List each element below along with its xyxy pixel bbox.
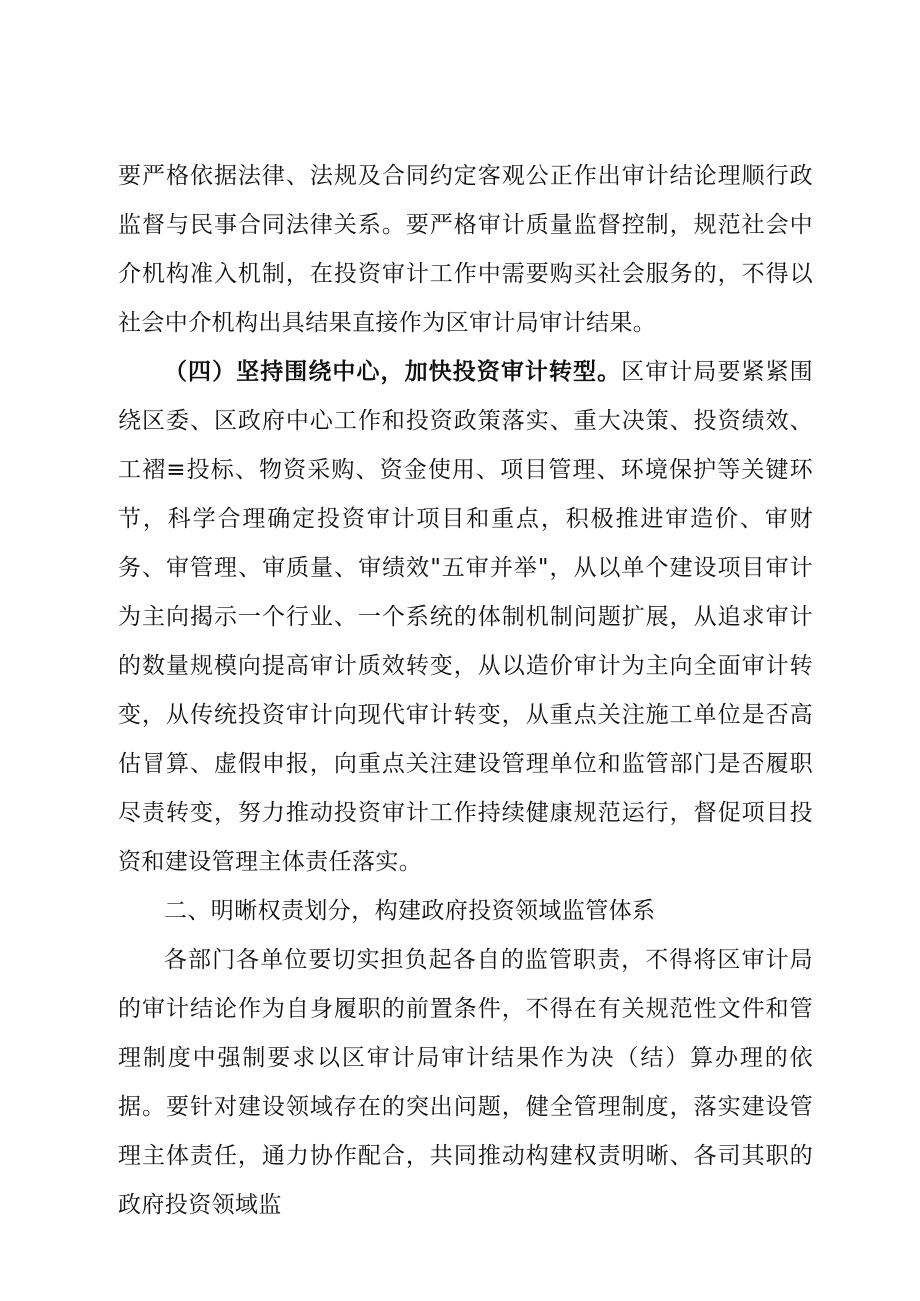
paragraph-section-two-body: 各部门各单位要切实担负起各自的监管职责，不得将区审计局的审计结论作为自身履职的前置条件，不得在有关规范性文件和管理制度中强制要求以区审计局审计结果作为决（结）算办理的依据。要针对建设领域存在的突出问题，健全管理制度，落实建设管理主体责任，通力协作配合，共同推动构建权责明晰、各司其职的政府投资领域监 — [118, 947, 813, 1218]
document-page — [118, 152, 813, 1230]
subsection-heading: （四）坚持围绕中心，加快投资审计转型。 — [164, 359, 622, 385]
paragraph-continuation: 要严格依据法律、法规及合同约定客观公正作出审计结论理顺行政监督与民事合同法律关系。要严格审计质量监督控制，规范社会中介机构准入机制，在投资审计工作中需要购买社会服务的，不得以社会中介机构出具结果直接作为区审计局审计结果。 — [118, 163, 813, 336]
subsection-body: 区审计局要紧紧围绕区委、区政府中心工作和投资政策落实、重大决策、投资绩效、工褶≡投标、物资采购、资金使用、项目管理、环境保护等关键环节，科学合理确定投资审计项目和重点，积极推进审造价、审财务、审管理、审质量、审绩效"五审并举"，从以单个建设项目审计为主向揭示一个行业、一个系统的体制机制问题扩展，从追求审计的数量规模向提高审计质效转变，从以造价审计为主向全面审计转变，从传统投资审计向现代审计转变，从重点关注施工单位是否高估冒算、虚假申报，向重点关注建设管理单位和监管部门是否履职尽责转变，努力推动投资审计工作持续健康规范运行，督促项目投资和建设管理主体责任落实。 — [118, 359, 813, 875]
section-heading: 二、明晰权责划分，构建政府投资领域监管体系 — [164, 898, 656, 924]
paragraph-section-four — [118, 348, 813, 887]
